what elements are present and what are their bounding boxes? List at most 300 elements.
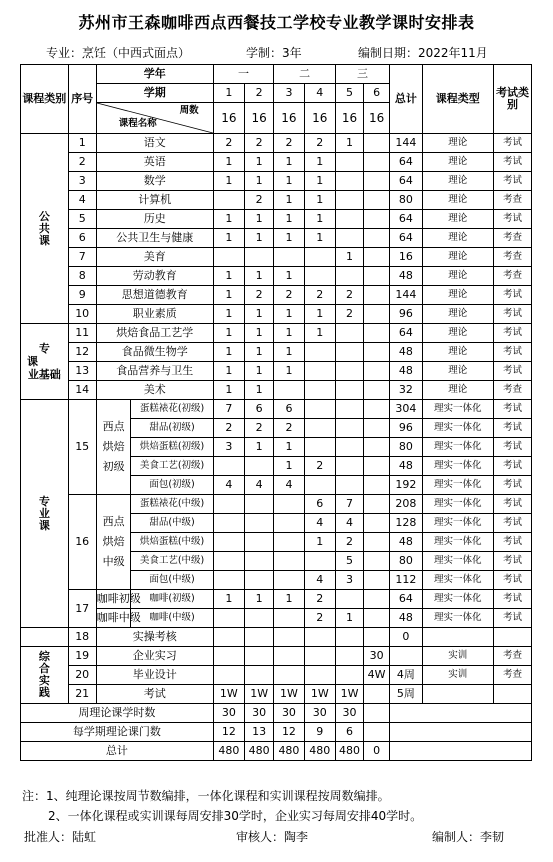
table-row [21,172,532,191]
term-1: 1 [213,84,244,103]
year-2: 二 [274,65,336,84]
term-hours-cell [245,666,274,685]
term-hours-cell [364,248,390,267]
type-cell: 实训 [422,666,493,685]
course-name: 食品营养与卫生 [96,362,213,381]
term-hours-cell: 2 [245,286,274,305]
term-hours-cell: 1 [274,590,304,609]
seq-cell: 11 [68,324,96,343]
course-name: 考试 [96,685,213,704]
term-hours-cell [335,172,363,191]
type-cell: 理论 [422,134,493,153]
term-hours-cell [364,191,390,210]
table-row [21,628,532,647]
seq-cell: 5 [68,210,96,229]
exam-cell: 考试 [494,343,532,362]
total-cell [390,647,422,666]
term-hours-cell: 1 [304,191,335,210]
type-cell: 理实一体化 [422,590,493,609]
term-hours-cell: 1 [304,172,335,191]
exam-cell: 考查 [494,647,532,666]
exam-cell: 考查 [494,191,532,210]
type-cell: 理实一体化 [422,571,493,590]
header-total: 总计 [390,65,422,134]
table-row [21,495,532,514]
term-hours-cell: 1 [213,210,244,229]
header-term: 学期 [96,84,213,103]
seq-cell: 3 [68,172,96,191]
course-name: 公共卫生与健康 [96,229,213,248]
term-hours-cell [274,647,304,666]
summary-cell: 6 [335,723,363,742]
type-cell: 实训 [422,647,493,666]
exam-cell: 考试 [494,134,532,153]
table-row [21,210,532,229]
term-hours-cell [335,590,363,609]
term-hours-cell [274,552,304,571]
term-hours-cell: 1W [304,685,335,704]
summary-cell: 13 [245,723,274,742]
term-hours-cell: 1W [335,685,363,704]
term-hours-cell: 1 [304,533,335,552]
term-hours-cell [245,248,274,267]
exam-cell: 考查 [494,229,532,248]
term-hours-cell: 2 [304,609,335,628]
exam-cell: 考试 [494,419,532,438]
table-row [21,400,532,419]
term-hours-cell: 1 [213,229,244,248]
term-hours-cell: 1 [274,457,304,476]
course-name: 数学 [96,172,213,191]
term-hours-cell [364,609,390,628]
table-row [21,647,532,666]
term-hours-cell: 1 [245,267,274,286]
course-name: 毕业设计 [96,666,213,685]
total-cell: 64 [390,210,422,229]
term-hours-cell: 1 [245,324,274,343]
term-hours-cell: 1 [213,305,244,324]
exam-cell: 考试 [494,153,532,172]
course-name: 烘焙蛋糕(中级) [131,533,213,552]
term-hours-cell [335,324,363,343]
term-hours-cell: 7 [335,495,363,514]
term-hours-cell: 2 [213,134,244,153]
exam-cell: 考查 [494,381,532,400]
table-row [21,609,532,628]
course-name: 美食工艺(中级) [131,552,213,571]
term-hours-cell: 1 [274,267,304,286]
course-name: 面包(初级) [131,476,213,495]
total-cell: 48 [390,457,422,476]
weeks-6: 16 [364,103,390,134]
term-hours-cell: 1 [245,229,274,248]
exam-cell [494,628,532,647]
summary-cell: 12 [274,723,304,742]
term-hours-cell: 2 [335,305,363,324]
term-hours-cell [245,495,274,514]
type-cell: 理论 [422,362,493,381]
type-cell: 理论 [422,172,493,191]
term-hours-cell: 4 [335,514,363,533]
term-hours-cell [364,153,390,172]
system-info: 学制：3年 [246,46,302,60]
term-hours-cell: 2 [274,134,304,153]
exam-cell: 考试 [494,590,532,609]
term-hours-cell: 1 [213,324,244,343]
exam-cell: 考试 [494,476,532,495]
seq-cell: 7 [68,248,96,267]
seq-cell: 20 [68,666,96,685]
total-cell: 144 [390,286,422,305]
term-hours-cell: 1 [245,438,274,457]
term-4: 4 [304,84,335,103]
term-hours-cell [245,609,274,628]
term-hours-cell [245,552,274,571]
type-cell: 理实一体化 [422,552,493,571]
weeks-2: 16 [245,103,274,134]
total-cell: 64 [390,324,422,343]
exam-cell: 考试 [494,571,532,590]
seq-cell: 14 [68,381,96,400]
term-hours-cell [364,552,390,571]
term-hours-cell [335,267,363,286]
subgroup-label: 西点烘焙中级 [96,495,131,590]
table-row [21,590,532,609]
course-name: 职业素质 [96,305,213,324]
table-row [21,153,532,172]
term-hours-cell: 1 [245,153,274,172]
seq-cell: 21 [68,685,96,704]
group-pro-basic-label-2: 课 [27,355,38,368]
type-cell: 理论 [422,343,493,362]
header-year: 学年 [96,65,213,84]
course-name: 咖啡(初级) [131,590,213,609]
term-hours-cell [213,191,244,210]
term-hours-cell [213,457,244,476]
summary-cell: 30 [335,704,363,723]
term-hours-cell [364,343,390,362]
term-hours-cell [304,438,335,457]
summary-label: 每学期理论课门数 [21,723,214,742]
term-hours-cell: 4 [304,514,335,533]
term-hours-cell [213,533,244,552]
term-hours-cell: 1 [245,305,274,324]
table-row [21,362,532,381]
term-hours-cell [335,343,363,362]
weeks-5: 16 [335,103,363,134]
term-2: 2 [245,84,274,103]
term-hours-cell: 2 [245,191,274,210]
term-hours-cell [304,248,335,267]
year-1: 一 [213,65,274,84]
total-cell: 96 [390,305,422,324]
term-hours-cell: 1 [245,362,274,381]
term-hours-cell [364,457,390,476]
type-cell: 理实一体化 [422,457,493,476]
exam-cell: 考试 [494,400,532,419]
term-hours-cell [335,400,363,419]
course-name: 语文 [96,134,213,153]
term-hours-cell: 1 [245,343,274,362]
course-name: 计算机 [96,191,213,210]
term-hours-cell: 1 [274,229,304,248]
seq-cell: 16 [68,495,96,590]
exam-cell: 考试 [494,438,532,457]
term-hours-cell [364,438,390,457]
term-hours-cell [213,628,244,647]
approver: 批准人：陆虹 [24,830,97,844]
term-hours-cell [274,609,304,628]
exam-cell: 考查 [494,666,532,685]
term-hours-cell: 1 [274,438,304,457]
term-hours-cell: 6 [245,400,274,419]
seq-cell: 18 [68,628,96,647]
exam-cell: 考试 [494,305,532,324]
term-hours-cell [304,666,335,685]
table-row [21,267,532,286]
summary-cell: 30 [274,704,304,723]
course-name: 美育 [96,248,213,267]
schedule-table [20,64,532,761]
term-hours-cell [335,438,363,457]
total-cell: 5周 [390,685,422,704]
term-hours-cell [364,229,390,248]
term-hours-cell: 1 [335,134,363,153]
term-hours-cell [274,666,304,685]
term-hours-cell: 7 [213,400,244,419]
seq-cell: 1 [68,134,96,153]
course-name: 历史 [96,210,213,229]
seq-cell: 10 [68,305,96,324]
type-cell: 理论 [422,191,493,210]
exam-cell: 考试 [494,210,532,229]
header-type: 课程类型 [422,65,493,134]
term-hours-cell [335,476,363,495]
exam-cell: 考试 [494,286,532,305]
term-hours-cell [364,400,390,419]
term-hours-cell [335,381,363,400]
term-hours-cell [335,210,363,229]
term-hours-cell: 1W [213,685,244,704]
total-cell: 48 [390,609,422,628]
exam-cell [494,685,532,704]
term-hours-cell [304,381,335,400]
term-hours-cell: 1 [245,381,274,400]
course-name: 美术 [96,381,213,400]
subgroup-label: 咖啡中级 [96,609,131,628]
notes [22,786,422,826]
term-hours-cell: 2 [304,134,335,153]
term-hours-cell: 3 [335,571,363,590]
term-hours-cell: 1W [274,685,304,704]
total-cell: 208 [390,495,422,514]
summary-row [21,742,532,761]
summary-row [21,723,532,742]
term-hours-cell [364,533,390,552]
year-3: 三 [335,65,389,84]
term-hours-cell [245,647,274,666]
term-hours-cell [335,419,363,438]
type-cell: 理论 [422,210,493,229]
summary-cell [364,723,390,742]
term-hours-cell: 1 [245,590,274,609]
exam-cell: 考试 [494,457,532,476]
term-hours-cell [213,571,244,590]
table-row [21,191,532,210]
term-hours-cell [364,286,390,305]
exam-cell: 考试 [494,533,532,552]
term-hours-cell: 1 [213,153,244,172]
seq-cell: 19 [68,647,96,666]
course-name: 英语 [96,153,213,172]
course-name: 面包(中级) [131,571,213,590]
term-hours-cell [364,685,390,704]
term-hours-cell: 1 [304,324,335,343]
term-hours-cell [213,552,244,571]
course-name: 甜品(中级) [131,514,213,533]
total-cell: 64 [390,153,422,172]
term-hours-cell: 1 [274,210,304,229]
seq-cell: 17 [68,590,96,628]
term-hours-cell [213,514,244,533]
exam-cell: 考试 [494,324,532,343]
group-pro-basic-label-1: 专 [38,342,50,355]
term-hours-cell: 1 [213,172,244,191]
date-info: 编制日期：2022年11月 [358,46,488,60]
term-hours-cell [364,571,390,590]
type-cell: 理实一体化 [422,400,493,419]
total-cell: 64 [390,229,422,248]
term-hours-cell: 2 [274,419,304,438]
term-hours-cell: 6 [304,495,335,514]
term-hours-cell [364,267,390,286]
summary-cell: 480 [274,742,304,761]
seq-cell: 13 [68,362,96,381]
table-row [21,248,532,267]
term-hours-cell [335,666,363,685]
term-hours-cell [335,647,363,666]
type-cell: 理论 [422,286,493,305]
note-1: 注：1、纯理论课按周节数编排，一体化课程和实训课程按周数编排。 [22,789,390,803]
term-hours-cell: 2 [335,533,363,552]
term-hours-cell [245,514,274,533]
group-pro-basic [21,324,69,400]
total-cell: 48 [390,362,422,381]
summary-cell: 9 [304,723,335,742]
exam-cell: 考查 [494,248,532,267]
term-hours-cell [304,343,335,362]
course-name: 咖啡(中级) [131,609,213,628]
type-cell [422,628,493,647]
type-cell: 理论 [422,305,493,324]
summary-cell [364,704,390,723]
seq-cell: 2 [68,153,96,172]
total-cell: 48 [390,267,422,286]
term-hours-cell [304,267,335,286]
summary-cell: 480 [335,742,363,761]
seq-cell: 12 [68,343,96,362]
type-cell: 理实一体化 [422,419,493,438]
term-hours-cell [274,514,304,533]
summary-cell: 480 [304,742,335,761]
term-5: 5 [335,84,363,103]
total-cell: 32 [390,381,422,400]
summary-cell: 0 [364,742,390,761]
type-cell: 理实一体化 [422,514,493,533]
type-cell: 理论 [422,267,493,286]
summary-empty [390,723,532,742]
term-hours-cell [304,362,335,381]
term-hours-cell: 1 [213,381,244,400]
term-hours-cell [274,248,304,267]
term-hours-cell: 1 [274,153,304,172]
summary-cell: 480 [245,742,274,761]
term-hours-cell [335,628,363,647]
subgroup-label: 西点烘焙初级 [96,400,131,495]
term-hours-cell: 3 [213,438,244,457]
total-cell: 80 [390,552,422,571]
term-hours-cell [335,229,363,248]
term-hours-cell: 1 [274,362,304,381]
header-course-name: 课程名称 [118,118,157,129]
total-cell: 48 [390,343,422,362]
summary-label: 总计 [21,742,214,761]
summary-row [21,704,532,723]
exam-cell: 考试 [494,609,532,628]
term-hours-cell: 2 [304,457,335,476]
term-hours-cell [304,400,335,419]
weeks-1: 16 [213,103,244,134]
term-hours-cell [274,495,304,514]
term-hours-cell [335,153,363,172]
total-cell: 128 [390,514,422,533]
term-hours-cell [335,457,363,476]
term-hours-cell: 1 [274,324,304,343]
course-name: 企业实习 [96,647,213,666]
term-hours-cell [364,495,390,514]
term-hours-cell: 1 [245,172,274,191]
course-name: 烘焙食品工艺学 [96,324,213,343]
seq-cell: 4 [68,191,96,210]
term-hours-cell: 4 [304,571,335,590]
term-hours-cell: 1 [213,343,244,362]
total-cell: 80 [390,438,422,457]
term-hours-cell: 1 [304,210,335,229]
group-practice: 综合实践 [21,647,69,704]
type-cell: 理论 [422,229,493,248]
term-hours-cell [364,172,390,191]
header-diagonal-cell [96,103,213,134]
document-title: 苏州市王森咖啡西点西餐技工学校专业教学课时安排表 [78,13,475,32]
term-hours-cell [274,571,304,590]
term-hours-cell [304,419,335,438]
term-hours-cell: 1 [274,172,304,191]
total-cell: 96 [390,419,422,438]
exam-cell: 考试 [494,514,532,533]
course-name: 食品微生物学 [96,343,213,362]
subgroup-label: 咖啡初级 [96,590,131,609]
summary-cell: 30 [245,704,274,723]
term-hours-cell [364,419,390,438]
term-hours-cell [213,647,244,666]
term-hours-cell: 1 [274,343,304,362]
course-name: 实操考核 [96,628,213,647]
term-hours-cell [213,666,244,685]
total-cell: 4周 [390,666,422,685]
term-hours-cell: 1 [245,210,274,229]
summary-empty [390,742,532,761]
term-hours-cell: 1 [335,248,363,267]
